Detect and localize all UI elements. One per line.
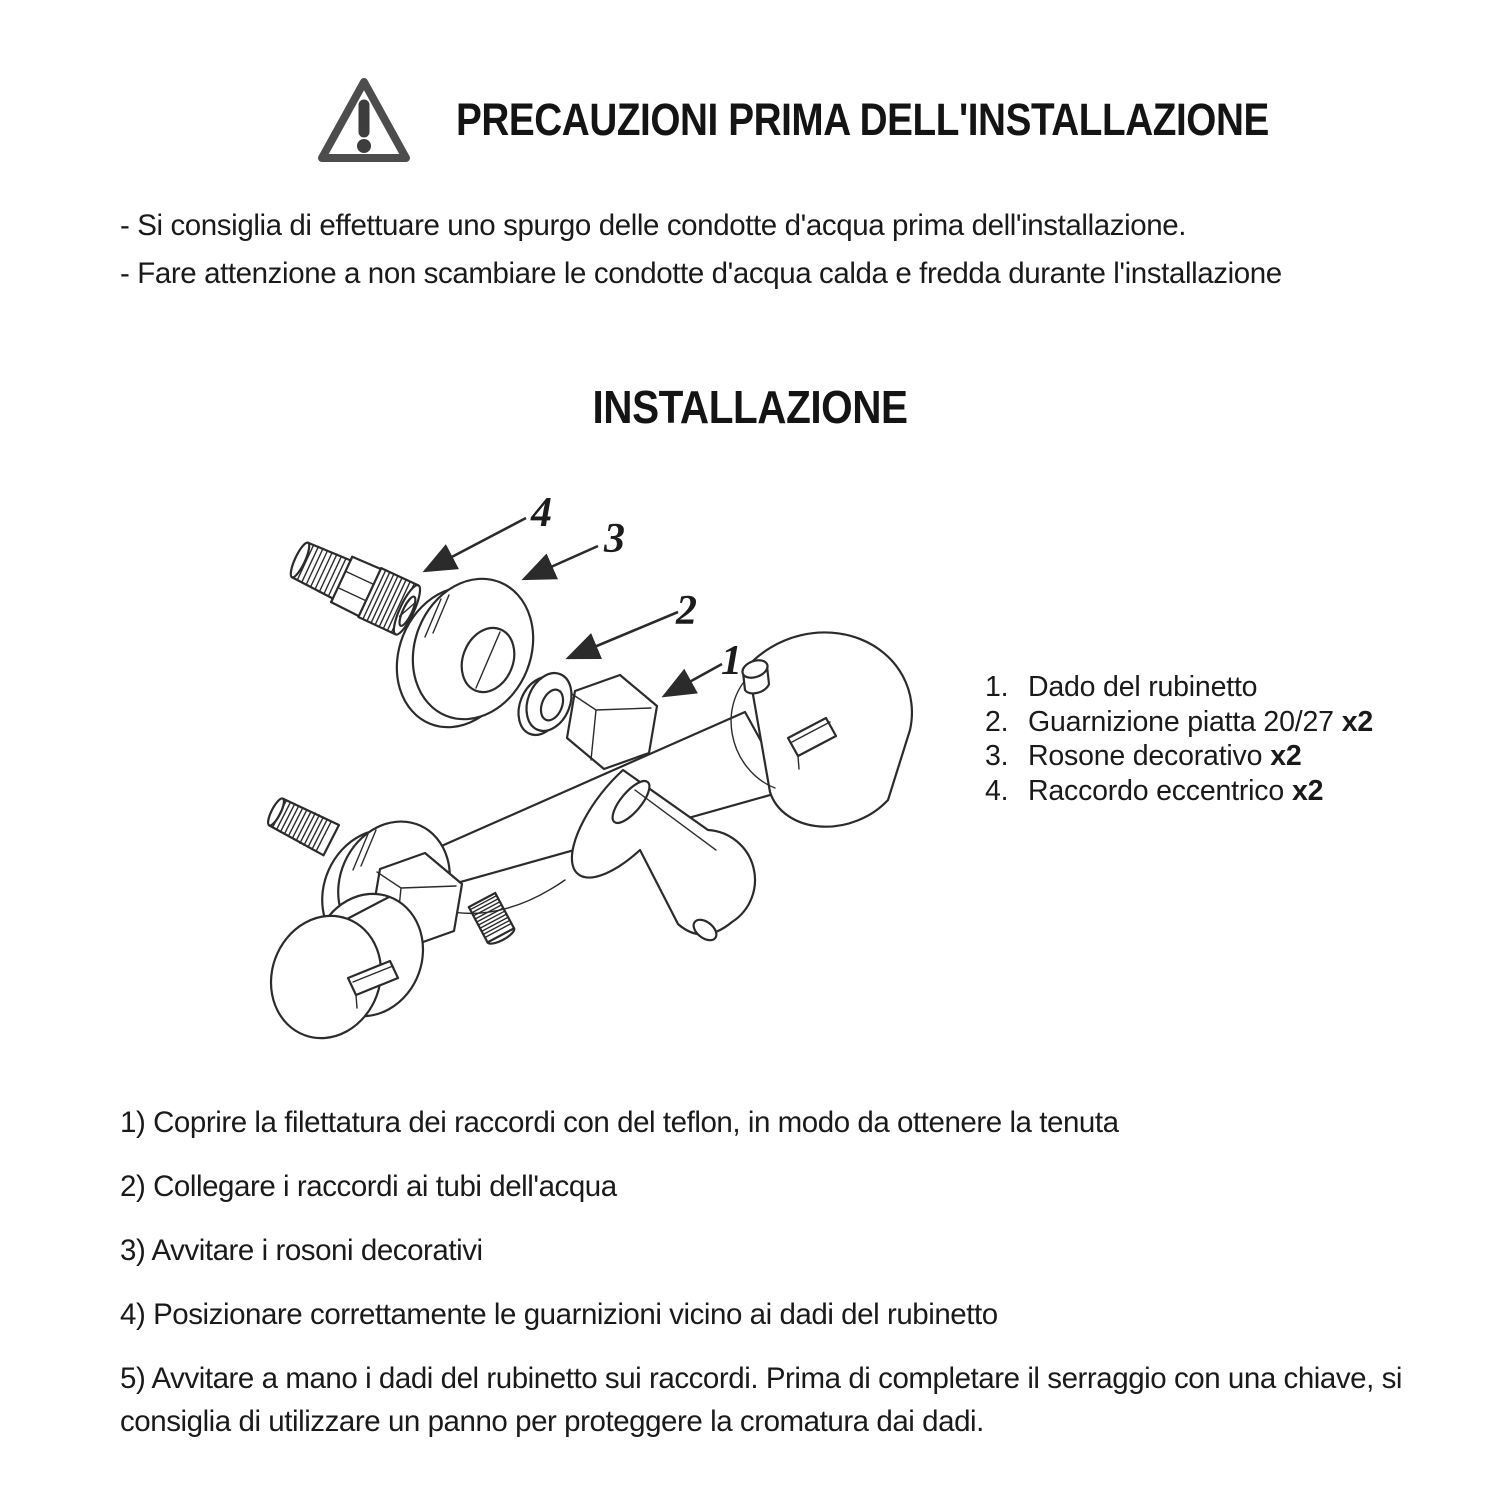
installation-step: 3) Avvitare i rosoni decorativi [120,1234,483,1267]
installation-step: 1) Coprire la filettatura dei raccordi con del teflon, in modo da ottenere la tenuta [120,1106,1119,1139]
part-label: Guarnizione piatta 20/27 [1028,705,1334,738]
part-number: 4. [985,774,1009,807]
warning-triangle-icon [316,74,412,166]
warning-header [316,74,1401,166]
installation-step: 2) Collegare i raccordi ai tubi dell'acqua [120,1170,617,1203]
callout-arrow-4 [425,518,526,571]
part-quantity: x2 [1341,705,1374,738]
part-label: Dado del rubinetto [1028,671,1258,703]
parts-list-item [985,740,1373,775]
threaded-stub-drawing [469,893,517,947]
precaution-note: - Si consiglia di effettuare uno spurgo delle condotte d'acqua prima dell'installazione. [120,209,1187,242]
part-number: 1. [985,671,1009,703]
callout-1: 1 [721,638,742,684]
installation-steps [120,1101,1428,1464]
section-title: INSTALLAZIONE [592,381,908,433]
faucet-nut-drawing [567,675,657,769]
faucet-body-drawing [254,632,912,1053]
part-label: Rosone decorativo [1028,740,1263,772]
callout-arrow-3 [524,546,598,579]
faucet-exploded-diagram [120,460,970,1100]
precaution-notes [120,202,1282,298]
warning-title: PRECAUZIONI PRIMA DELL'INSTALLAZIONE [456,94,1269,145]
parts-list-item [985,775,1373,810]
parts-list-item [985,671,1373,706]
part-quantity: x2 [1291,774,1324,807]
part-number: 3. [985,740,1009,772]
callout-2: 2 [676,588,697,634]
eccentric-fitting-drawing [284,533,425,637]
section-title-wrap [0,380,1500,434]
callout-4: 4 [531,490,552,536]
part-number: 2. [985,705,1009,738]
left-wall-pipe-drawing [264,795,339,855]
callout-arrow-2 [568,612,678,658]
installation-step: 5) Avvitare a mano i dadi del rubinetto sui raccordi. Prima di completare il serraggio con una chiave, si consiglia di utilizzare un panno per proteggere la cromatura dai dadi. [120,1362,1403,1438]
part-label: Raccordo eccentrico [1028,774,1284,807]
parts-list-item [985,706,1373,741]
callout-3: 3 [604,516,625,562]
parts-list [985,671,1373,809]
part-quantity: x2 [1270,740,1302,772]
precaution-note: - Fare attenzione a non scambiare le condotte d'acqua calda e fredda durante l'installazione [120,257,1282,290]
installation-step: 4) Posizionare correttamente le guarnizioni vicino ai dadi del rubinetto [120,1298,998,1331]
callout-arrow-1 [664,664,722,696]
